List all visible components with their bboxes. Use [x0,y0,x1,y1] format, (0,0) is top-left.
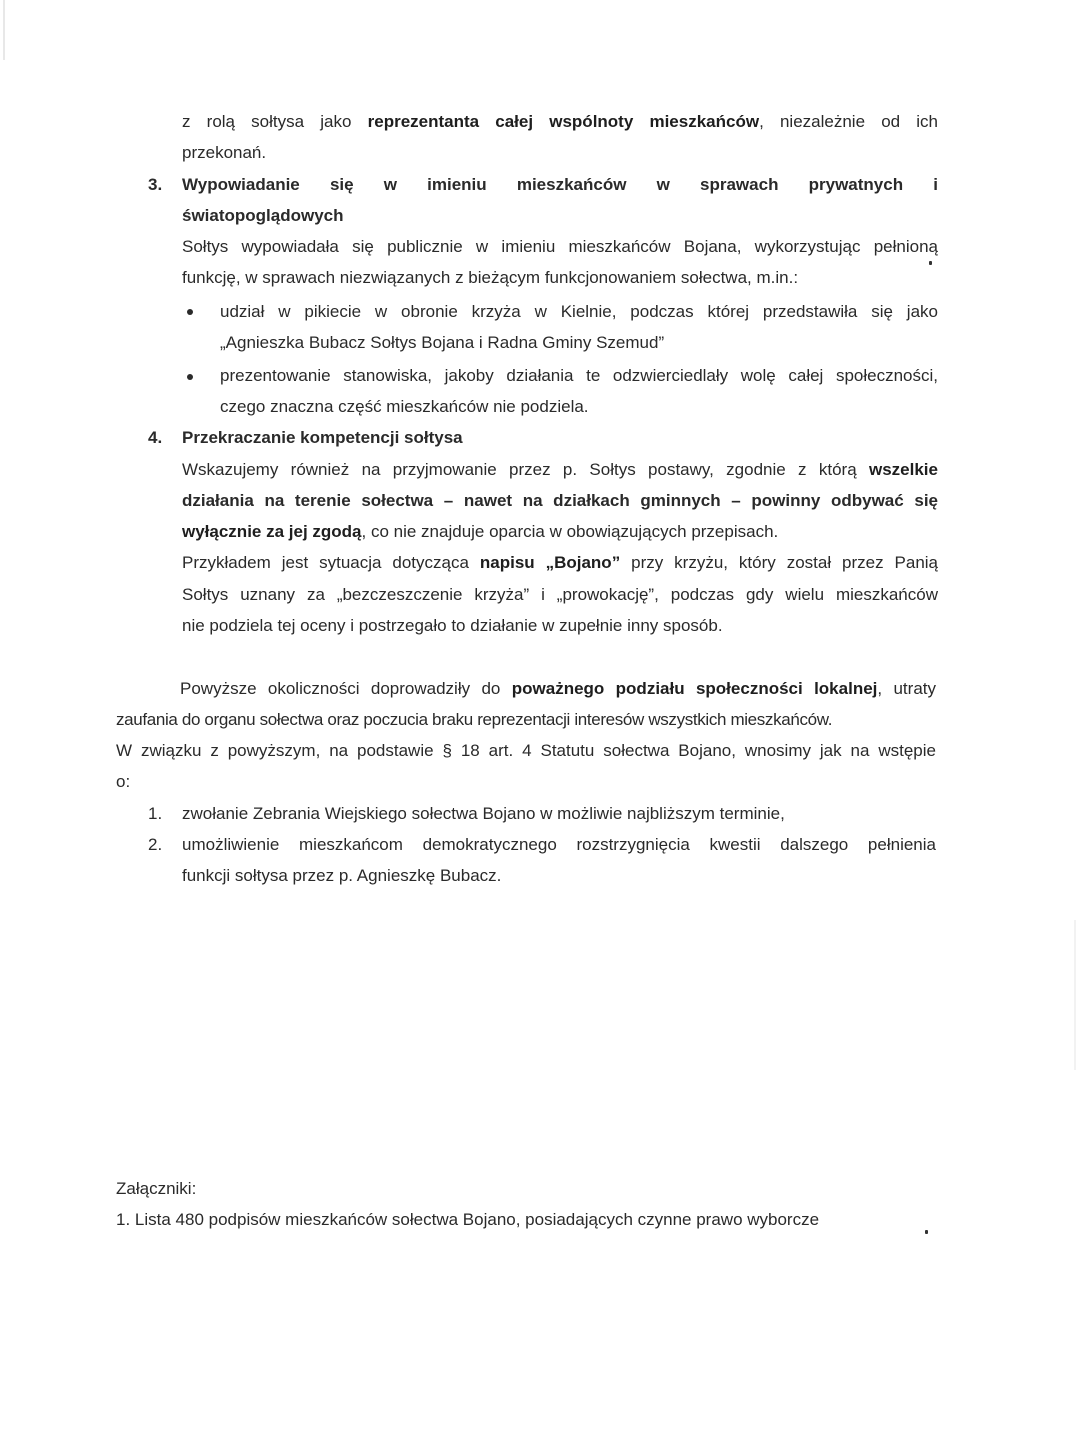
section-4-p2-line-2: Sołtys uznany za „bezczeszczenie krzyża” i „prowokację”, podczas gdy wielu mieszkańców [182,585,938,604]
scan-edge-artifact [3,0,5,60]
section-3-body-line-2: funkcję, w sprawach niezwiązanych z bieżącym funkcjonowaniem sołectwa, m.in.: [182,268,799,287]
section-4-p1-line-3: wyłącznie za jej zgodą, co nie znajduje oparcia w obowiązujących przepisach. [182,522,779,541]
section-3-body-line-1: Sołtys wypowiadała się publicznie w imieniu mieszkańców Bojana, wykorzystując pełnioną [182,237,938,256]
section-3-heading: Wypowiadanie się w imieniu mieszkańców w sprawach prywatnych i [182,175,938,194]
request-2-line-2: funkcji sołtysa przez p. Agnieszkę Bubacz. [182,866,502,885]
section-4-p2-line-1: Przykładem jest sytuacja dotycząca napisu „Bojano” przy krzyżu, który został przez Panią [182,553,939,572]
continuation-line-1: z rolą sołtysa jako reprezentanta całej wspólnoty mieszkańców, niezależnie od ich [182,112,939,131]
bullet-1-line-2: „Agnieszka Bubacz Sołtys Bojana i Radna Gminy Szemud” [220,333,665,352]
conclusion-line-2: zaufania do organu sołectwa oraz poczucia braku reprezentacji interesów wszystkich mieszkańców. [116,710,833,729]
scan-speck [929,261,932,265]
bullet-icon [187,309,193,315]
bullet-2-line-1: prezentowanie stanowiska, jakoby działania te odzwierciedlały wolę całej społeczności, [220,366,938,385]
continuation-line-2: przekonań. [182,143,267,162]
section-4-heading: Przekraczanie kompetencji sołtysa [182,428,463,447]
scan-edge-artifact [1074,920,1076,1070]
conclusion-line-3: W związku z powyższym, na podstawie § 18 art. 4 Statutu sołectwa Bojano, wnosimy jak na wstępie [116,741,936,760]
section-3-number: 3. [148,175,163,194]
bullet-icon [187,374,193,380]
section-4-p1-line-1: Wskazujemy również na przyjmowanie przez p. Sołtys postawy, zgodnie z którą wszelkie [182,460,938,479]
request-2-line-1: umożliwienie mieszkańcom demokratycznego rozstrzygnięcia kwestii dalszego pełnienia [182,835,936,854]
conclusion-line-4: o: [116,772,131,791]
section-4-number: 4. [148,428,163,447]
request-1-line-1: zwołanie Zebrania Wiejskiego sołectwa Bojano w możliwie najbliższym terminie, [182,804,785,823]
request-1-number: 1. [148,804,163,823]
bullet-1-line-1: udział w pikiecie w obronie krzyża w Kielnie, podczas której przedstawiła się jako [220,302,938,321]
attachment-item-1: 1. Lista 480 podpisów mieszkańców sołectwa Bojano, posiadających czynne prawo wyborcze [116,1210,820,1229]
section-4-p2-line-3: nie podziela tej oceny i postrzegało to działanie w zupełnie inny sposób. [182,616,723,635]
attachments-label: Załączniki: [116,1179,197,1198]
conclusion-line-1: Powyższe okoliczności doprowadziły do poważnego podziału społeczności lokalnej, utraty [180,679,936,698]
request-2-number: 2. [148,835,163,854]
scan-speck [925,1230,928,1234]
section-3-heading-cont: światopoglądowych [182,206,344,225]
bullet-2-line-2: czego znaczna część mieszkańców nie podziela. [220,397,589,416]
section-4-p1-line-2: działania na terenie sołectwa – nawet na działkach gminnych – powinny odbywać się [182,491,938,510]
